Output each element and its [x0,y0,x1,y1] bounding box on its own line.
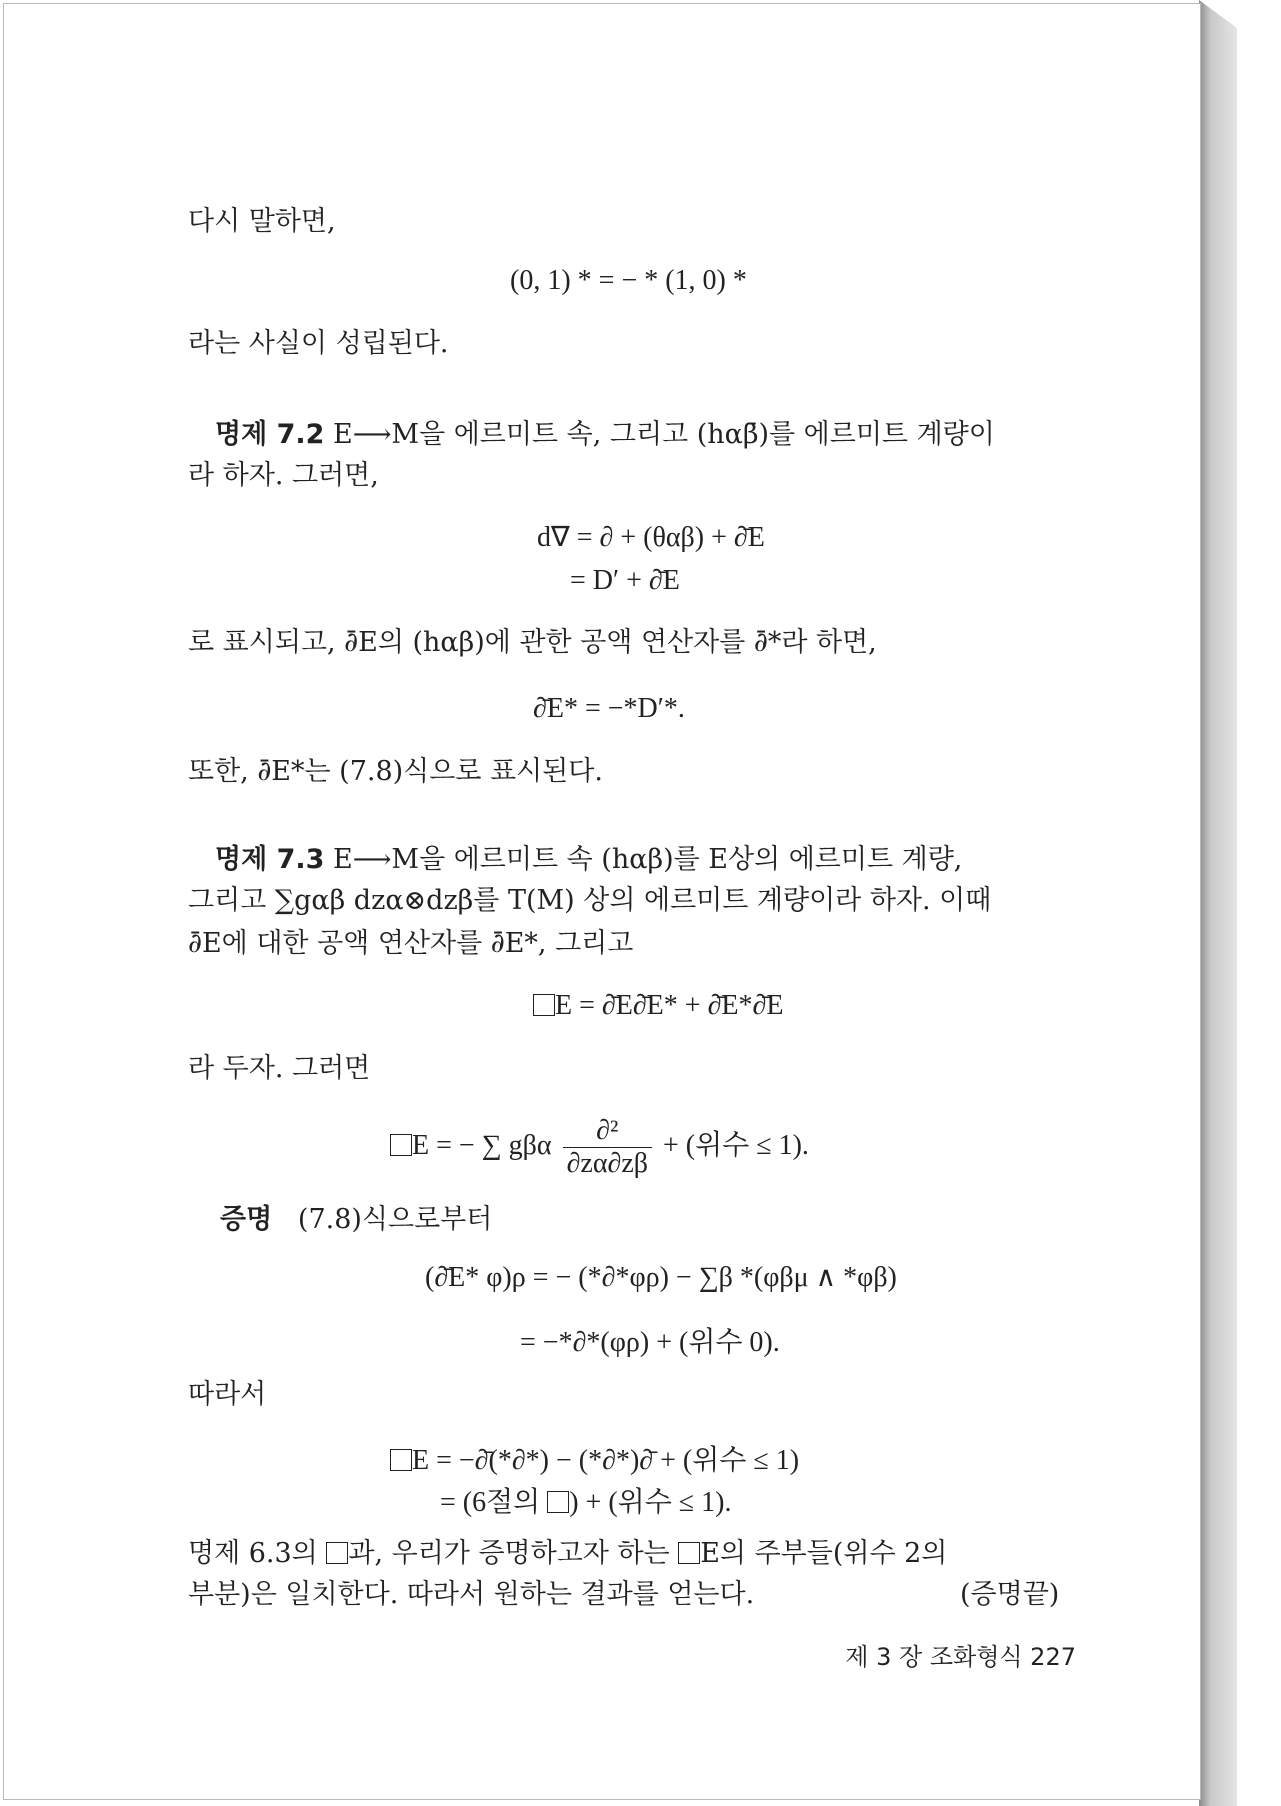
box-operator-icon [326,1542,348,1564]
page-footer: 제 3 장 조화형식 227 [845,1643,1076,1671]
equation-rhs: E = ∂̄E∂̄E* + ∂̄E*∂̄E [555,990,784,1021]
equation: = −*∂*(φρ) + (위수 0). [520,1327,780,1358]
fraction-denominator: ∂zα∂zβ [566,1148,649,1179]
text-part: 명제 6.3의 [188,1538,318,1569]
text-line: E⟶M을 에르미트 속, 그리고 (hαβ̄)를 에르미트 계량이 [333,419,995,450]
fraction-numerator: ∂² [563,1115,652,1148]
proposition-7-3 [215,843,962,877]
proof-end: (증명끝) [960,1579,1060,1610]
text-part: E의 주부들(위수 2의 [700,1538,948,1569]
text-line: 또한, ∂̄E*는 (7.8)식으로 표시된다. [188,756,603,787]
text-line: E⟶M을 에르미트 속 (hαβ)를 E상의 에르미트 계량, [333,844,963,875]
text-line: 라는 사실이 성립된다. [188,328,449,359]
equation-part: E = −∂̄(*∂*) − (*∂*)∂̄ + (위수 ≤ 1) [412,1445,800,1476]
equation: = D′ + ∂̄E [570,565,680,596]
equation-part: ) + (위수 ≤ 1). [569,1487,732,1518]
page-edge-shadow [1199,0,1237,1806]
proposition-7-2 [215,418,995,452]
equation [390,1438,799,1478]
text-line: 따라서 [188,1379,267,1410]
proof-label: 증명 [220,1204,273,1235]
text-line: 라 두자. 그러면 [188,1053,371,1084]
text-line: (7.8)식으로부터 [297,1204,493,1235]
text-line: 로 표시되고, ∂̄E의 (hαβ)에 관한 공액 연산자를 ∂̄*라 하면, [188,627,877,658]
box-operator-icon [547,1491,569,1513]
fraction [563,1115,652,1180]
text-line [188,1537,947,1571]
text-line: 그리고 ∑gαβ dzα⊗dzβ를 T(M) 상의 에르미트 계량이라 하자. 이때 [188,885,992,916]
equation: (0, 1) * = − * (1, 0) * [510,265,747,296]
text-line: 다시 말하면, [188,206,336,237]
box-operator-icon [678,1542,700,1564]
text-line: 라 하자. 그러면, [188,460,379,491]
equation-part: + (위수 ≤ 1). [663,1129,809,1161]
box-operator-icon [390,1449,412,1471]
proposition-label: 명제 7.3 [215,844,325,875]
equation [440,1480,731,1520]
text-part: 과, 우리가 증명하고자 하는 [348,1538,670,1569]
equation: ∂̄E* = −*D′*. [533,693,685,724]
proposition-label: 명제 7.2 [215,419,325,450]
equation [390,1115,809,1180]
proof-start [220,1203,492,1237]
box-operator-icon [533,994,555,1016]
equation-part: = (6절의 [440,1487,541,1518]
equation-part: E = − ∑ gβα [412,1129,552,1161]
box-operator-icon [390,1134,412,1156]
equation: d∇ = ∂ + (θαβ) + ∂̄E [537,522,765,553]
equation [533,990,783,1022]
text-line: 부분)은 일치한다. 따라서 원하는 결과를 얻는다. [188,1579,755,1610]
text-line: ∂̄E에 대한 공액 연산자를 ∂̄E*, 그리고 [188,928,634,959]
equation: (∂̄E* φ)ρ = − (*∂*φρ) − ∑β *(φβμ ∧ *φβ) [425,1262,897,1293]
